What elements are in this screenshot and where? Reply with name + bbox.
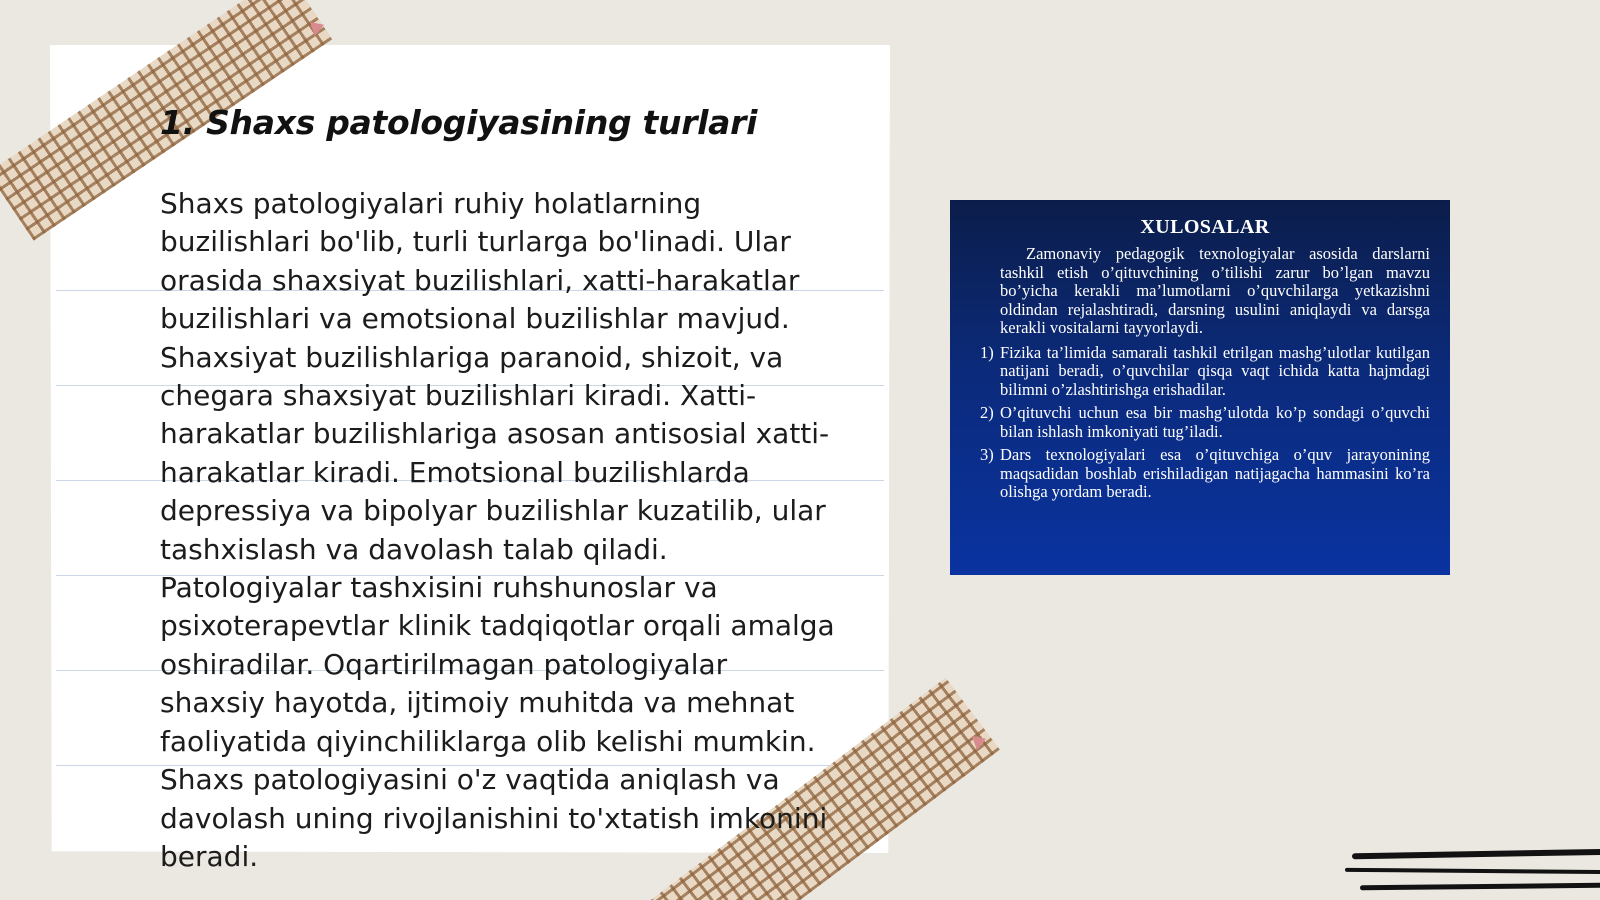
list-item bbox=[980, 404, 1430, 441]
conclusions-panel bbox=[950, 200, 1450, 575]
list-item-text: Fizika ta’limida samarali tashkil etrilgan mashg’ulotlar kutilgan natijani beradi, o’quvchilar qisqa vaqt ichida katta hajmdagi bilimni o’zlashtirishga erishadilar. bbox=[1000, 342, 1430, 399]
list-item bbox=[980, 344, 1430, 400]
panel-list bbox=[980, 344, 1430, 502]
list-item-text: O’qituvchi uchun esa bir mashg’ulotda ko’p sondagi o’quvchi bilan ishlash imkoniyati tug’iladi. bbox=[1000, 403, 1430, 441]
list-item-number: 2) bbox=[980, 403, 994, 422]
brush-stroke bbox=[1360, 883, 1600, 891]
panel-intro: Zamonaviy pedagogik texnologiyalar asosida darslarni tashkil etish o’qituvchining o’tilishi zarur bo’lgan mavzu bo’yicha kerakli ma’lumotlarni o’quvchilarga yetkazishni oldindan rejalashtiradi, darsning usulini aniqlaydi va darsga kerakli vositalarni tayyorlaydi. bbox=[1000, 244, 1430, 337]
list-item bbox=[980, 446, 1430, 502]
brush-stroke bbox=[1345, 868, 1600, 874]
brush-stroke bbox=[1352, 849, 1600, 860]
panel-title: XULOSALAR bbox=[1140, 216, 1270, 238]
list-item-number: 3) bbox=[980, 445, 994, 464]
list-item-text: Dars texnologiyalari esa o’qituvchiga o’quv jarayonining maqsadidan boshlab erishiladigan natijagacha hammasini ko’ra olishga yordam beradi. bbox=[1000, 445, 1430, 501]
slide-title: 1. Shaxs patologiyasining turlari bbox=[160, 103, 758, 142]
list-item-number: 1) bbox=[980, 342, 994, 362]
slide-body-text: Shaxs patologiyalari ruhiy holatlarning buzilishlari bo'lib, turli turlarga bo'linadi. Ular orasida shaxsiyat buzilishlari, xatti-harakatlar buzilishlari va emotsional buzilishlar mavjud. Shaxsiyat buzilishlariga paranoid, shizoit, va chegara shaxsiyat buzilishlari kiradi. Xatti-harakatlar buzilishlariga asosan antisosial xatti-harakatlar kiradi. Emotsional buzilishlarda depressiya va bipolyar buzilishlar kuzatilib, ular tashxislash va davolash talab qiladi. Patologiyalar tashxisini ruhshunoslar va psixoterapevtlar klinik tadqiqotlar orqali amalga oshiradilar. Oqartirilmagan patologiyalar shaxsiy hayotda, ijtimoiy muhitda va mehnat faoliyatida qiyinchiliklarga olib kelishi mumkin. Shaxs patologiyasini o'z vaqtida aniqlash va davolash uning rivojlanishini to'xtatish imkonini beradi. bbox=[160, 187, 835, 873]
